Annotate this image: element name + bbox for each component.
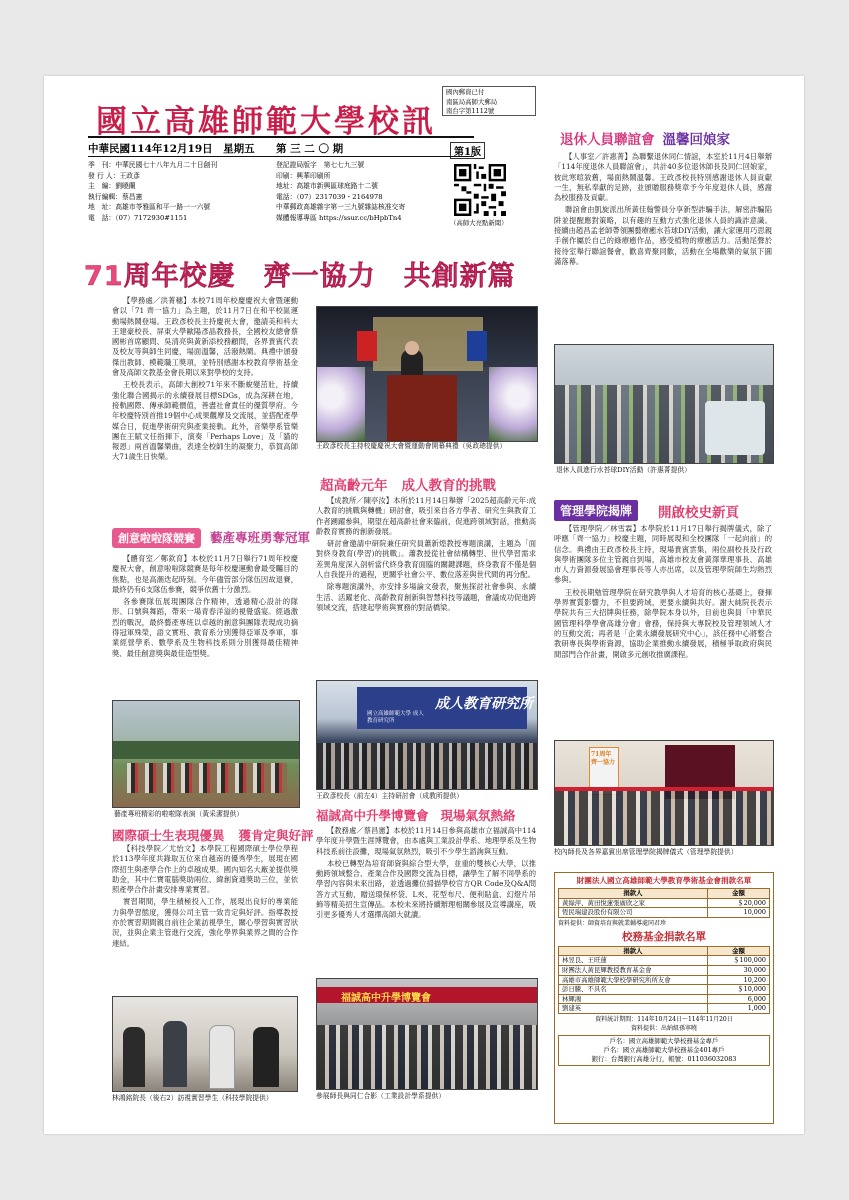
donation-note-2a: 資料統計期間：114年10月24日〜114年11月20日: [595, 1015, 733, 1023]
expo-banner-text: 福誠高中升學博覽會: [341, 993, 431, 1004]
mgmt-headline-tag: 管理學院揭牌: [554, 500, 638, 521]
master-headline: 國際碩士生表現優異 獲肯定與好評: [112, 828, 314, 843]
qr-caption: （高師大亮點新聞）: [450, 219, 508, 227]
mgmt-sign-text: 71周年 齊一協力: [591, 751, 616, 766]
issue-date: 中華民國114年12月19日 星期五: [88, 143, 255, 155]
donation-note-1: 資料提供：師資培育與就業輔導處同君珍: [558, 919, 667, 927]
paper-title: 國立高雄師範大學校訊: [96, 104, 436, 140]
donation-title-1: 財團法人國立高雄師範大學教育學術基金會捐款名單: [576, 876, 752, 885]
retire-headline: 退休人員聯誼會 溫馨回娘家: [560, 132, 730, 148]
cheer-headline: 藝產專班勇奪冠軍: [210, 530, 311, 545]
donation-table-2: [558, 946, 770, 1014]
table-row: 財團法人黃昆輝教授教育基金會 30,000: [559, 965, 770, 975]
aging-story-text: 【成教所／陳亭汝】本所於11月14日舉辦「2025超高齡元年:成人教育的挑戰與轉機」研討會，吸引來自各方學者、研究生與教育工作者踴躍參與，期望在超高齡社會來臨前，促進跨領域對話，推動高齡教育實務的創新發展。 研討會邀請中研院兼任研究員蕭新煌教授專題演講，主題為「面對終身教育(學習)的挑戰」。蕭教授從社會結構轉型、世代學習需求差異角度深入剖析當代終身教育面臨的關鍵課題，終身教育不僅是個人自我提升的過程，更關乎社會公平、數位落差與世代間的再分配。 除專題演講外，亦安排多場論文發表，聚焦探討社會參與、永續生活、活躍老化、高齡教育創新與智慧科技等議題，會議成功促進跨領域交流，搭建起學術與實務的對話橋梁。: [316, 496, 536, 612]
aging-headline: 超高齡元年 成人教育的挑戰: [320, 478, 496, 494]
main-headline: 71周年校慶 齊一協力 共創新篇: [84, 261, 516, 292]
table-header: 捐款人 金額: [559, 889, 770, 899]
edition-label: 第1版: [450, 142, 485, 159]
table-row: 恆民瑞建設股份有限公司 10,000: [559, 908, 770, 918]
publication-info-left: 季 刊：中華民國七十八年九月二十日創刊 發 行 人：王政彥 主 編：劉曉蘭 執行編輯：蔡昌憲 地 址：高雄市苓雅區和平一路一一六號 電 話：（07）7172930#1151: [88, 161, 218, 222]
header-rule: [88, 136, 474, 138]
cheer-photo-caption: 藝產專班精彩的啦啦隊表演（黃采潔提供）: [114, 810, 244, 818]
expo-photo: [316, 978, 538, 1090]
table-row: 黃綠萍、黃田悅蓮張廣欣之家 ＄20,000: [559, 898, 770, 908]
donation-note-2b: 資料提供：出納組孫寧曉: [630, 1024, 697, 1032]
table-header: 捐款人 金額: [559, 946, 770, 956]
aging-banner-slogan: 成人教育研究所: [435, 696, 533, 712]
aging-photo: [316, 680, 538, 790]
mgmt-headline: 開啟校史新頁: [658, 505, 739, 521]
mgmt-story-text: 【管理學院／林雪霖】本學院於11月17日舉行揭牌儀式，除了呼應「齊一協力」校慶主題，同時展現和全校團隊「一起向前」的信念。典禮由王政彥校長主持，現場貴賓雲集，兩位副校長及行政與學術團隊多位主管親自到場，高雄市校友會黃澤華理事長、高雄市人力資源發展協會理事長等人亦出席，以及管理學院師生均熱烈參與。 王校長期勉管理學院在研究教學與人才培育的核心基礎上，發揮學界實質影響力，不但要跨域，更要永續與共好。謝大純院長表示學院共有三大招牌與任務，除學院本身以外，目前也與員「中華民國管理科學學會高雄分會」會務，保持與大專院校及管理領域人才的互動交流；再者是「企業永續發展研究中心」，該任務中心將整合教研專長與學術資源，協助企業推動永續發展，積極爭取政府與民間部門合作計畫，開啟多元創收推廣課程。: [554, 524, 772, 659]
donation-title-2: 校務基金捐款名單: [622, 930, 706, 943]
retire-photo: [554, 344, 774, 464]
main-photo-caption: 王政彥校長主持校慶慶祝大會暨運動會開幕典禮（吳政璁提供）: [316, 442, 507, 450]
cheer-headline-tag: 創意啦啦隊競賽: [112, 528, 201, 548]
mgmt-photo: [554, 740, 774, 846]
postage-box: 國內郵資已付 南區局高師大郵局 南台字第1112號: [442, 86, 536, 116]
aging-photo-caption: 王政彥校長（前左4）主持研討會（成教所提供）: [316, 792, 464, 800]
mgmt-photo-caption: 校內師長及各界嘉賓出席管理學院揭牌儀式（管理學院提供）: [554, 848, 738, 856]
issue-number: 第 三 二 〇 期: [276, 143, 344, 155]
bank-account-box: 戶名：國立高雄師範大學校務基金專戶 戶名：國立高雄師範大學校務基金401專戶 銀行：台灣銀行高雄分行，帳號：011036032083: [558, 1035, 770, 1066]
expo-story-text: 【教務處／蔡昌憲】本校於11月14日參與高雄市立福誠高中114學年度升學暨生涯博覽會，由本處與工業設計學系、地理學系及生物科技系前往設攤，現場氣氛熱烈，吸引不少學生諮詢與互動。 本校已轉型為培育師資與綜合型大學，並重的雙核心大學，以推動跨領域整合、產業合作及國際交流為目標，讓學生了解不同學系的學習內容與未來出路，並透過攤位掃描學校官方QR Code及Q&A問答方式互動，贈送環保杯袋、L夾、花型布尺、便利貼盒、幻燈片吊飾等精美招生宣傳品。本校未來將持續辦理相關參展及宣導講座，吸引更多優秀人才選擇高師大就讀。: [316, 826, 536, 920]
master-story-text: 【科技學院／尤怡文】本學院工程國際碩士學位學程於113學年度共錄取五位來自越南的優秀學生，展現在國際招生與產學合作上的卓越成果。國內知名大廠並提供獎助金，其中仁寶電腦獎助兩位、緯創資通獎助三位，並依照產學合作計畫安排專業實習。 實習期間，學生積極投入工作，展現出良好的專業能力與學習態度，獲得公司主管一致肯定與好評。指導教授亦於實習期間親自前往企業訪視學生，關心學習與實習狀況，並與企業主管進行交流，強化學界與業界之間的合作連結。: [112, 844, 298, 948]
publication-info-right: 登記證局版字 第七七九三號 印刷：興華印刷所 地址：高雄市新興區球庭路十二號 電話：（07）2317039・2164978 中華郵政高雄雜字第一三九號雜誌核准交寄 媒體報導專區 https://ssur.cc/bHpbTn4: [276, 161, 406, 222]
expo-photo-caption: 參展師長與同仁合影（工業設計學系提供）: [316, 1092, 446, 1100]
aging-banner-logo: 國立高雄師範大學 成人教育研究所: [367, 711, 424, 724]
table-row: 劉建英 1,000: [559, 1004, 770, 1014]
header-rule-2: [88, 156, 474, 157]
retire-photo-caption: 退休人員進行水苔球DIY活動（許惠菁提供）: [556, 466, 691, 474]
qr-code-icon[interactable]: [454, 164, 506, 216]
table-row: 彭日騰、不具名 ＄10,000: [559, 985, 770, 995]
master-photo: [112, 996, 298, 1092]
retire-story-text: 【人事室／許惠菁】為聯繫退休同仁情誼，本室於11月4日舉辦「114年度退休人員聯誼會」，共計40多位退休師長及同仁回娘家，彼此寒暄敘舊，場面熱鬧溫馨。王政彥校長特別感謝退休人員貢獻一生，無私奉獻的足跡，並頒贈服務獎章予今年度退休人員，感謝為校服務及貢獻。 聯誼會由凱旋派出所黃佳翰警員分享新型詐騙手法，解密詐騙陷阱並提醒應對策略，以有趣的互動方式強化退休人員的識詐意識。接續由趙昌孟老師帶領團藝療癒水苔球DIY活動，讓大家運用巧思親手創作屬於自己的綠療癒作品，感受植物的療癒活力。活動尾聲於接待室舉行聯誼餐會，歡喜齊聚同歡，活動在全場歡樂的氣氛下圓滿落幕。: [554, 152, 772, 266]
table-row: 林昱良、王旺蓮 ＄100,000: [559, 956, 770, 966]
donation-table-1: [558, 888, 770, 918]
expo-headline: 福誠高中升學博覽會 現場氣氛熱絡: [316, 808, 516, 823]
table-row: 林輝鴻 6,000: [559, 994, 770, 1004]
newspaper-page: [44, 76, 804, 1134]
main-story-text: 【學務處／洪菁穗】本校71周年校慶慶祝大會暨運動會以「71 齊一協力」為主題，於11月7日在和平校區運動場熱鬧登場。王政彥校長主持慶祝大會，邀請美和科大王建豪校長、屏東大學歐陽彥晶教務長，全國校友總會蔡國彬首席顧問、吳清亮與黃新添校務顧問，各界貴賓代表及校友等與師生同慶，場面溫馨，活潑熱鬧。典禮中頒發傑出教師、模範職工獎項，並特別感謝本校教育學術基金會及高師文教基金會長期以來對學校的支持。 王校長表示，高師大創校71年來不斷蛻變茁壯，持續強化聯合國揭示的永續發展目標SDGs，成為深耕在地，接軌國際、傳承師範價值，善盡社會責任的優質學府。今年校慶特別首推19個中心成果觀摩及交流展，並搭配產學媒合日，促進學術研究與產業接軌。此外，音樂學系管樂團在王賦文任指揮下，演奏「Perhaps Love」及「貓的報恩」兩首溫馨樂曲，表達全校師生的凝聚力，恭賀高師大71歲生日快樂。: [112, 296, 298, 462]
main-story-photo: [316, 306, 538, 442]
donation-box: [554, 872, 774, 1124]
table-row: 高雄市高雄師範大學校學研究所所友會 10,200: [559, 975, 770, 985]
master-photo-caption: 林鴻銘院長（後右2）訪視實習學生（科技學院提供）: [112, 1094, 273, 1102]
cheer-photo: [112, 700, 300, 808]
cheer-story-text: 【體育室／鄭欽育】本校於11月7日舉行71周年校慶慶祝大會，創意啦啦隊競賽是每年校慶運動會最受矚目的焦點，也是高潮迭起時刻。今年儘管部分隊伍因故退賽，最終仍有6支隊伍參賽，競爭依舊十分激烈。 各參賽隊伍展現團隊合作精神，透過精心設計的隊形、口號與舞蹈，帶來一場青春洋溢的視覺盛宴。經過激烈的戰況，最終藝產專班以卓越的創意與團隊表現成功摘得冠軍殊榮，語文實班、教育系分別獲得亞軍及季軍，事業經營學系、數學系及生物科技系則分別獲得最佳精神獎、最佳創意獎與最佳造型獎。: [112, 554, 298, 658]
masthead: [58, 86, 538, 254]
